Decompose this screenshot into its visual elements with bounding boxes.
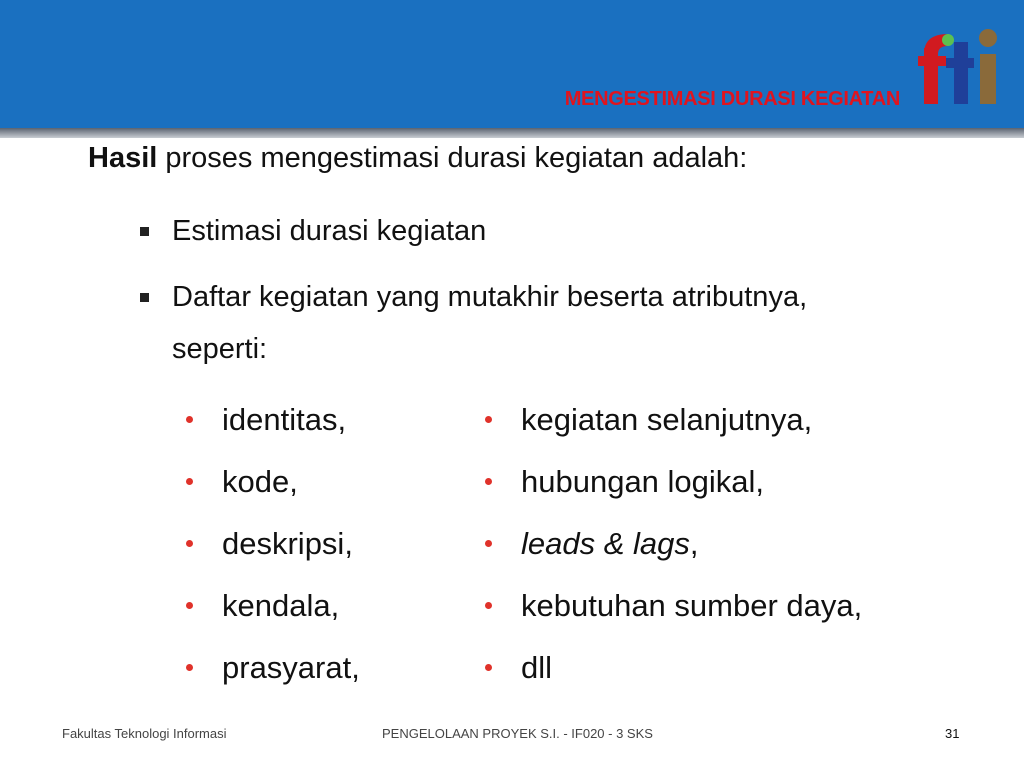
list-item-text: kebutuhan sumber daya,: [521, 588, 863, 623]
bullet-item-text-continued: seperti:: [172, 333, 268, 365]
intro-text: [88, 142, 747, 175]
list-item-text: hubungan logikal,: [521, 464, 765, 499]
page-number: 31: [945, 726, 960, 741]
round-bullet-icon: [186, 540, 193, 547]
round-bullet-icon: [186, 664, 193, 671]
list-item-text: prasyarat,: [222, 650, 360, 685]
footer-left: Fakultas Teknologi Informasi: [62, 726, 227, 741]
intro-rest: proses mengestimasi durasi kegiatan adalah:: [165, 142, 748, 174]
slide-title: MENGESTIMASI DURASI KEGIATAN: [564, 88, 900, 110]
bullet-item-text: Daftar kegiatan yang mutakhir beserta atributnya,: [172, 281, 808, 313]
round-bullet-icon: [186, 416, 193, 423]
list-item-text: kendala,: [222, 588, 340, 623]
square-bullet-icon: [140, 293, 149, 302]
list-item-text: [521, 526, 699, 562]
round-bullet-icon: [485, 416, 492, 423]
list-item-text: kode,: [222, 464, 298, 499]
footer-center: PENGELOLAAN PROYEK S.I. - IF020 - 3 SKS: [382, 726, 653, 741]
list-item-text: kegiatan selanjutnya,: [521, 402, 813, 437]
list-item-text: dll: [521, 650, 553, 685]
italic-term: leads & lags: [521, 526, 690, 561]
bullet-item-text: Estimasi durasi kegiatan: [172, 215, 487, 247]
round-bullet-icon: [485, 664, 492, 671]
round-bullet-icon: [186, 602, 193, 609]
round-bullet-icon: [485, 478, 492, 485]
square-bullet-icon: [140, 227, 149, 236]
list-item-text: identitas,: [222, 402, 347, 437]
round-bullet-icon: [485, 602, 492, 609]
round-bullet-icon: [186, 478, 193, 485]
intro-bold: Hasil: [88, 142, 158, 174]
term-suffix: ,: [689, 526, 699, 561]
list-item-text: deskripsi,: [222, 526, 353, 561]
round-bullet-icon: [485, 540, 492, 547]
